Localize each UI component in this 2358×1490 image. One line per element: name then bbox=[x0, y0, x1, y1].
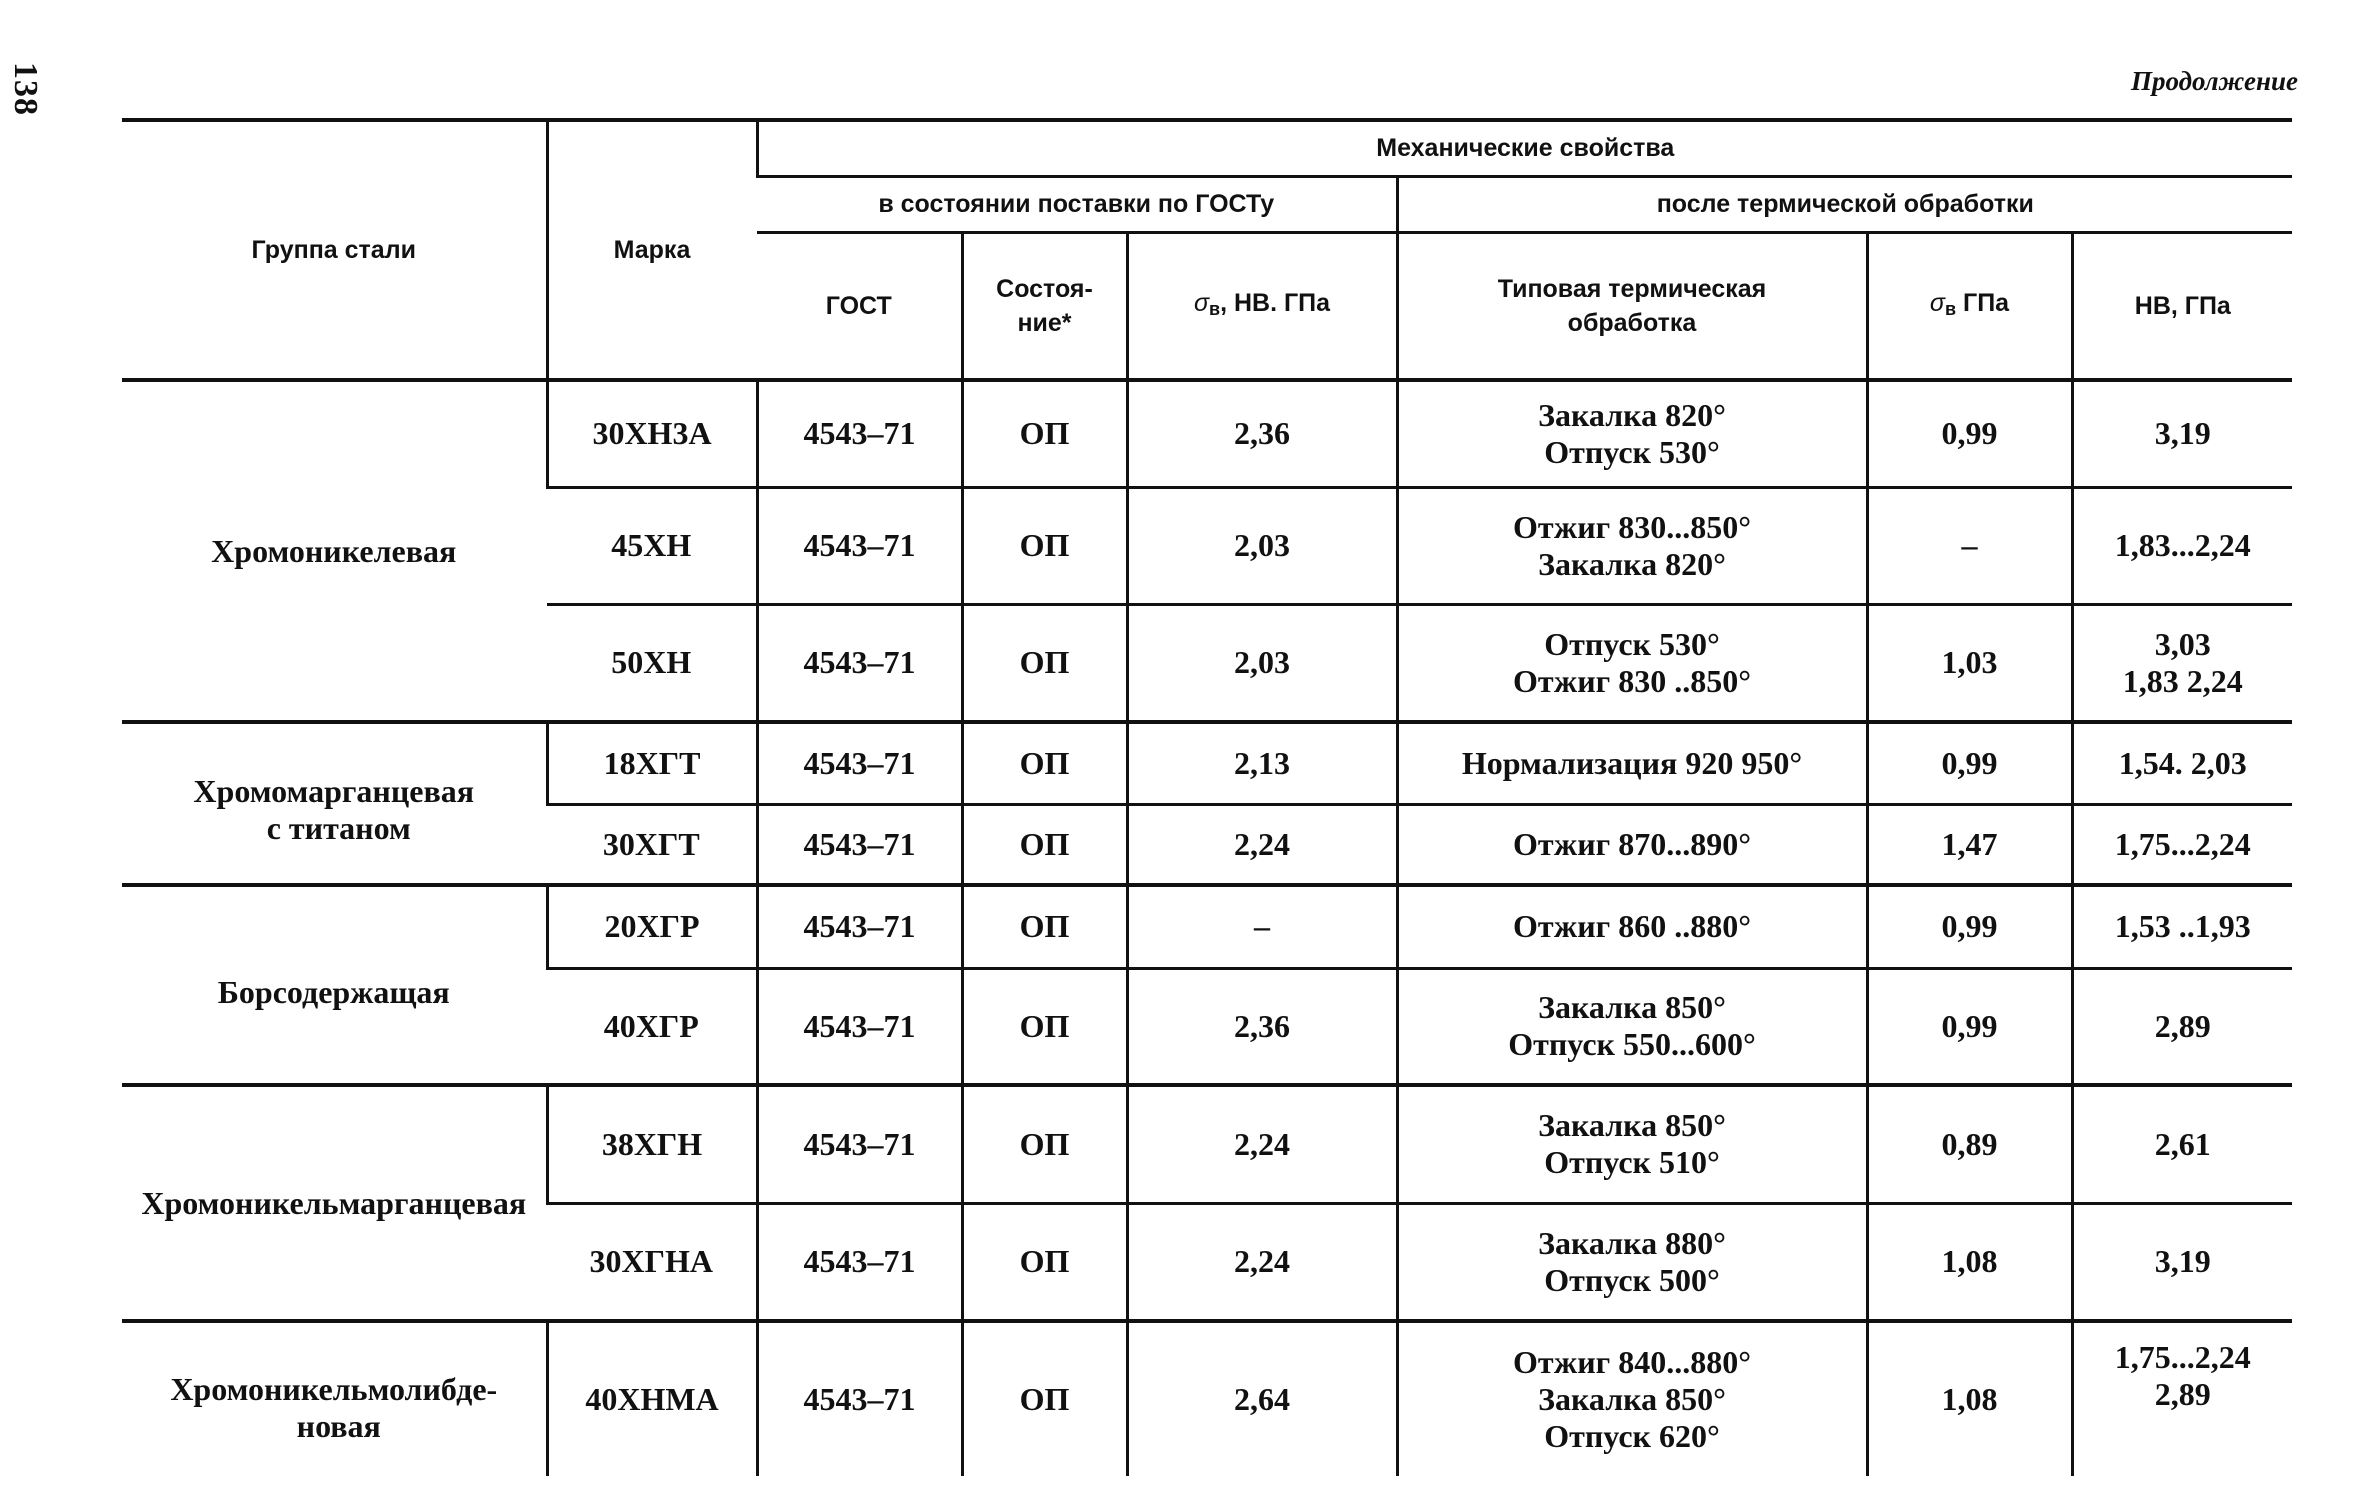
hb-value bbox=[2072, 1085, 2292, 1203]
sigma-after-value: 0,99 bbox=[1867, 722, 2072, 804]
sigma-after-value: 0,99 bbox=[1867, 380, 2072, 487]
steel-group-name: Хромоникельмарганцевая bbox=[141, 1184, 527, 1221]
header-treatment-line2: обработка bbox=[1567, 308, 1697, 337]
sigma-hb-value: 2,64 bbox=[1127, 1321, 1397, 1476]
gost-number: 4543–71 bbox=[757, 968, 962, 1085]
header-state-line2: ние* bbox=[1017, 308, 1072, 337]
hb-line: 1,83 2,24 bbox=[2122, 662, 2243, 699]
steel-group-cell bbox=[122, 380, 547, 722]
header-sigma-after bbox=[1867, 232, 2072, 380]
gost-number: 4543–71 bbox=[757, 722, 962, 804]
steel-grade: 40ХГР bbox=[547, 968, 757, 1085]
header-state bbox=[962, 232, 1127, 380]
sigma-after-value: 1,08 bbox=[1867, 1203, 2072, 1321]
hb-line: 3,03 bbox=[2154, 625, 2211, 662]
sigma-after-value: 0,99 bbox=[1867, 968, 2072, 1085]
treatment-step: Отпуск 510° bbox=[1544, 1144, 1720, 1181]
hb-value bbox=[2072, 487, 2292, 604]
heat-treatment bbox=[1397, 604, 1867, 722]
header-mechanical-properties: Механические свойства bbox=[757, 120, 2292, 176]
steel-group-name: Борсодержащая bbox=[217, 973, 450, 1010]
treatment-step: Отпуск 530° bbox=[1544, 433, 1720, 470]
sigma-subscript: в bbox=[1209, 298, 1221, 319]
sigma-after-value: – bbox=[1867, 487, 2072, 604]
steel-grade: 20ХГР bbox=[547, 885, 757, 968]
treatment-step: Закалка 880° bbox=[1538, 1224, 1726, 1261]
treatment-step: Отпуск 500° bbox=[1544, 1261, 1720, 1298]
hb-value bbox=[2072, 722, 2292, 804]
header-sigma-hb bbox=[1127, 232, 1397, 380]
gost-number: 4543–71 bbox=[757, 885, 962, 968]
treatment-step: Закалка 850° bbox=[1538, 1107, 1726, 1144]
hb-line: 2,61 bbox=[2154, 1125, 2211, 1162]
hb-value bbox=[2072, 885, 2292, 968]
sigma-hb-value: 2,03 bbox=[1127, 487, 1397, 604]
hb-value bbox=[2072, 804, 2292, 885]
steel-grade: 30ХГНА bbox=[547, 1203, 757, 1321]
header-hb: НВ, ГПа bbox=[2072, 232, 2292, 380]
sigma-after-value: 1,03 bbox=[1867, 604, 2072, 722]
sigma-hb-unit: , НВ. ГПа bbox=[1220, 288, 1331, 317]
treatment-step: Отжиг 860 ..880° bbox=[1513, 908, 1751, 945]
header-grade: Марка bbox=[547, 120, 757, 380]
sigma-hb-value: – bbox=[1127, 885, 1397, 968]
hb-value bbox=[2072, 968, 2292, 1085]
sigma-symbol: σ bbox=[1929, 288, 1945, 317]
hb-line: 1,54. 2,03 bbox=[2118, 744, 2247, 781]
hb-line: 3,19 bbox=[2154, 1243, 2211, 1280]
gost-number: 4543–71 bbox=[757, 487, 962, 604]
delivery-state: ОП bbox=[962, 1085, 1127, 1203]
sigma-after-unit: ГПа bbox=[1956, 288, 2010, 317]
gost-number: 4543–71 bbox=[757, 1203, 962, 1321]
hb-line: 1,83...2,24 bbox=[2114, 527, 2251, 563]
hb-line: 3,19 bbox=[2154, 415, 2211, 452]
steel-group-cell bbox=[122, 722, 547, 885]
delivery-state: ОП bbox=[962, 804, 1127, 885]
treatment-step: Отжиг 830 ..850° bbox=[1513, 662, 1751, 699]
hb-value bbox=[2072, 1203, 2292, 1321]
header-state-line1: Состоя- bbox=[996, 274, 1093, 303]
gost-number: 4543–71 bbox=[757, 604, 962, 722]
treatment-step: Отпуск 550...600° bbox=[1508, 1026, 1756, 1063]
sigma-hb-value: 2,36 bbox=[1127, 380, 1397, 487]
delivery-state: ОП bbox=[962, 487, 1127, 604]
steel-grade: 30ХГТ bbox=[547, 804, 757, 885]
page-number: 138 bbox=[7, 62, 44, 116]
steel-group-name: с титаном bbox=[266, 809, 411, 846]
header-gost: ГОСТ bbox=[757, 232, 962, 380]
treatment-step: Отжиг 830...850° bbox=[1513, 508, 1751, 545]
treatment-step: Закалка 850° bbox=[1538, 989, 1726, 1026]
delivery-state: ОП bbox=[962, 604, 1127, 722]
gost-number: 4543–71 bbox=[757, 804, 962, 885]
hb-line: 2,89 bbox=[2154, 1376, 2211, 1412]
steel-group-name: Хромомарганцевая bbox=[193, 772, 475, 809]
hb-line: 1,75...2,24 bbox=[2114, 825, 2251, 862]
sigma-hb-value: 2,36 bbox=[1127, 968, 1397, 1085]
sigma-hb-value: 2,24 bbox=[1127, 804, 1397, 885]
header-treatment-line1: Типовая термическая bbox=[1497, 274, 1767, 303]
gost-number: 4543–71 bbox=[757, 1321, 962, 1476]
hb-line: 2,89 bbox=[2154, 1007, 2211, 1044]
continuation-label: Продолжение bbox=[2130, 66, 2298, 96]
steel-group-cell bbox=[122, 885, 547, 1085]
sigma-after-value: 1,08 bbox=[1867, 1321, 2072, 1476]
treatment-step: Закалка 820° bbox=[1538, 545, 1726, 582]
delivery-state: ОП bbox=[962, 1203, 1127, 1321]
header-group: Группа стали bbox=[122, 120, 547, 380]
heat-treatment bbox=[1397, 487, 1867, 604]
treatment-step: Отпуск 530° bbox=[1544, 625, 1720, 662]
steel-group-name: новая bbox=[296, 1407, 381, 1444]
steel-group-cell bbox=[122, 1321, 547, 1476]
header-after-heat-treatment: после термической обработки bbox=[1397, 176, 2292, 232]
sigma-after-value: 1,47 bbox=[1867, 804, 2072, 885]
steel-grade: 18ХГТ bbox=[547, 722, 757, 804]
steel-grade: 45ХН bbox=[547, 487, 757, 604]
heat-treatment bbox=[1397, 968, 1867, 1085]
hb-value bbox=[2072, 604, 2292, 722]
header-treatment bbox=[1397, 232, 1867, 380]
hb-line: 1,75...2,24 bbox=[2114, 1339, 2251, 1375]
heat-treatment bbox=[1397, 380, 1867, 487]
heat-treatment bbox=[1397, 1203, 1867, 1321]
heat-treatment bbox=[1397, 1321, 1867, 1476]
treatment-step: Отжиг 870...890° bbox=[1513, 825, 1751, 862]
sigma-after-value: 0,89 bbox=[1867, 1085, 2072, 1203]
treatment-step: Отжиг 840...880° bbox=[1513, 1344, 1751, 1380]
sigma-hb-value: 2,03 bbox=[1127, 604, 1397, 722]
hb-line: 1,53 ..1,93 bbox=[2114, 908, 2251, 945]
steel-properties-table bbox=[122, 118, 2292, 1476]
heat-treatment bbox=[1397, 804, 1867, 885]
sigma-symbol: σ bbox=[1193, 288, 1210, 317]
sigma-hb-value: 2,24 bbox=[1127, 1203, 1397, 1321]
heat-treatment bbox=[1397, 885, 1867, 968]
gost-number: 4543–71 bbox=[757, 1085, 962, 1203]
delivery-state: ОП bbox=[962, 1321, 1127, 1476]
treatment-step: Закалка 850° bbox=[1538, 1381, 1726, 1417]
heat-treatment bbox=[1397, 1085, 1867, 1203]
steel-group-name: Хромоникельмолибде- bbox=[170, 1370, 498, 1407]
delivery-state: ОП bbox=[962, 968, 1127, 1085]
treatment-step: Нормализация 920 950° bbox=[1461, 744, 1803, 781]
heat-treatment bbox=[1397, 722, 1867, 804]
treatment-step: Отпуск 620° bbox=[1544, 1418, 1720, 1454]
treatment-step: Закалка 820° bbox=[1538, 396, 1726, 433]
hb-value bbox=[2072, 380, 2292, 487]
delivery-state: ОП bbox=[962, 380, 1127, 487]
steel-group-cell bbox=[122, 1085, 547, 1321]
sigma-subscript: в bbox=[1945, 298, 1957, 319]
header-delivery-state: в состоянии поставки по ГОСТу bbox=[757, 176, 1397, 232]
delivery-state: ОП bbox=[962, 885, 1127, 968]
gost-number: 4543–71 bbox=[757, 380, 962, 487]
hb-value bbox=[2072, 1321, 2292, 1476]
sigma-hb-value: 2,13 bbox=[1127, 722, 1397, 804]
steel-grade: 30ХН3А bbox=[547, 380, 757, 487]
delivery-state: ОП bbox=[962, 722, 1127, 804]
sigma-after-value: 0,99 bbox=[1867, 885, 2072, 968]
steel-grade: 50ХН bbox=[547, 604, 757, 722]
sigma-hb-value: 2,24 bbox=[1127, 1085, 1397, 1203]
steel-grade: 38ХГН bbox=[547, 1085, 757, 1203]
steel-group-name: Хромоникелевая bbox=[211, 532, 457, 569]
steel-grade: 40ХНМА bbox=[547, 1321, 757, 1476]
